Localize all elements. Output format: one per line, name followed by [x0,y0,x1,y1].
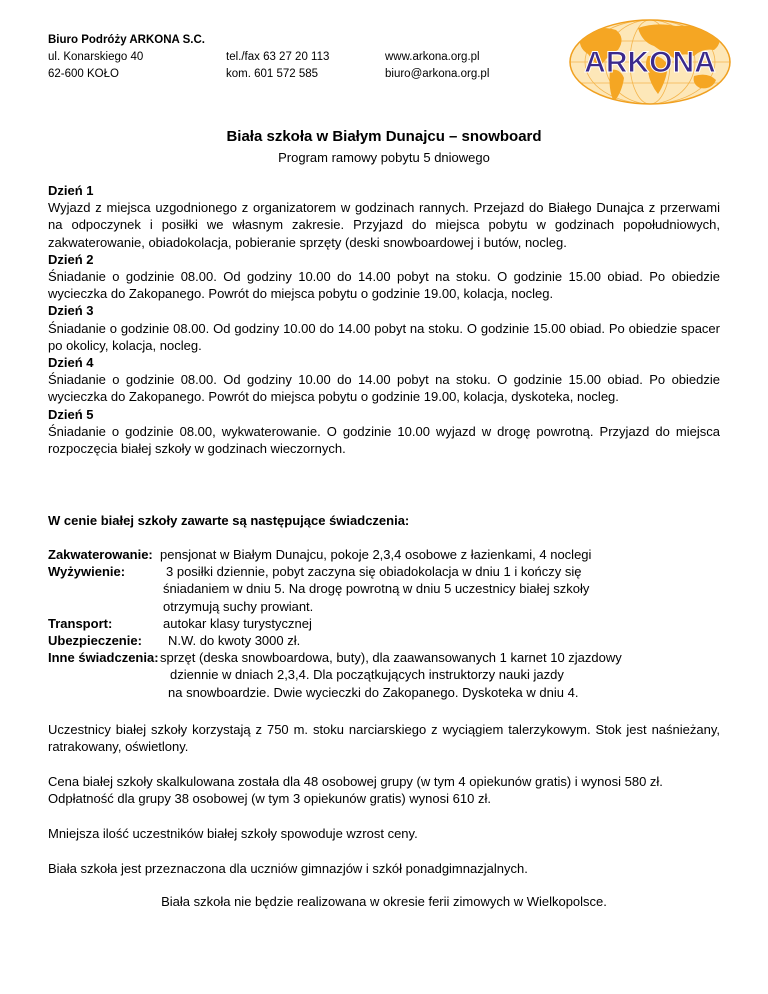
day-heading: Dzień 5 [48,406,94,422]
price-line-1: Cena białej szkoły skalkulowana została dla 48 osobowej grupy (w tym 4 opiekunów gratis) i wynosi 580 zł. [48,774,663,789]
service-value: 3 posiłki dziennie, pobyt zaczyna się obiadokolacja w dniu 1 i kończy się [166,564,582,580]
arkona-logo [566,16,734,108]
email-link[interactable]: biuro@arkona.org.pl [385,68,490,80]
services-heading: W cenie białej szkoły zawarte są następujące świadczenia: [48,513,410,528]
day-4 [48,354,720,406]
contact-block [385,49,489,83]
day-3 [48,302,720,354]
service-value-cont: otrzymują suchy prowiant. [163,598,314,614]
service-meals [48,563,720,580]
service-transport [48,615,720,632]
day-5 [48,406,720,458]
day-heading: Dzień 2 [48,251,94,267]
phone-block [226,49,329,83]
day-1 [48,182,720,251]
service-label: Ubezpieczenie: [48,633,142,649]
note-holidays: Biała szkoła nie będzie realizowana w okresie ferii zimowych w Wielkopolsce. [161,894,607,909]
service-label: Inne świadczenia: [48,650,159,666]
service-accommodation [48,546,720,563]
street: ul. Konarskiego 40 [48,51,144,63]
service-value-cont: na snowboardzie. Dwie wycieczki do Zakopanego. Dyskoteka w dniu 4. [168,684,579,700]
day-2 [48,251,720,303]
day-heading: Dzień 1 [48,183,94,198]
slope-info: Uczestnicy białej szkoły korzystają z 750 m. stoku narciarskiego z wyciągiem talerzykowym. Stok jest naśnieżany, ratrakowany, oświetlony. [48,722,720,755]
service-value: N.W. do kwoty 3000 zł. [168,633,301,649]
service-label: Zakwaterowanie: [48,547,153,562]
day-description: Śniadanie o godzinie 08.00. Od godziny 10.00 do 14.00 pobyt na stoku. O godzinie 15.00 obiad. Po obiedzie spacer po okolicy, kolacja, nocleg. [48,320,720,353]
day-heading: Dzień 4 [48,355,94,371]
price-info [48,773,720,807]
service-value-cont: dziennie w dniach 2,3,4. Dla początkujących instruktorzy nauki jazdy [170,667,564,683]
service-value: sprzęt (deska snowboardowa, buty), dla zaawansowanych 1 karnet 10 zjazdowy [160,650,622,666]
program-days [48,182,720,457]
svg-text:ARKONA: ARKONA [584,46,716,79]
city: 62-600 KOŁO [48,68,119,80]
day-description: Śniadanie o godzinie 08.00. Od godziny 10.00 do 14.00 pobyt na stoku. O godzinie 15.00 obiad. Po obiedzie wycieczka do Zakopanego. Powrót do miejsca pobytu o godzinie 19.00, kolacja, nocleg. [48,269,720,302]
service-value: autokar klasy turystycznej [163,615,312,631]
note-target-group: Biała szkoła jest przeznaczona dla uczniów gimnazjów i szkół ponadgimnazjalnych. [48,861,528,876]
day-description: Śniadanie o godzinie 08.00, wykwaterowanie. O godzinie 10.00 wyjazd w drogę powrotną. Przyjazd do miejsca rozpoczęcia białej szkoły w godzinach wieczornych. [48,423,720,457]
world-map-icon [566,16,734,108]
phone-fax: tel./fax 63 27 20 113 [226,51,330,63]
phone-mobile: kom. 601 572 585 [226,68,319,80]
page-title: Biała szkoła w Białym Dunajcu – snowboard [226,128,542,145]
day-description: Wyjazd z miejsca uzgodnionego z organizatorem w godzinach rannych. Przejazd do Białego Dunajca z przerwami na odpoczynek i posiłki we własnym zakresie. Przyjazd do miejsca pobytu w godzinach popołudniowych, zakwaterowanie, obiadokolacja, pobieranie sprzęty (deski snowboardowej i butów, nocleg. [48,200,720,250]
service-label: Wyżywienie: [48,564,126,580]
service-value-cont: śniadaniem w dniu 5. Na drogę powrotną w dniu 5 uczestnicy białej szkoły [163,581,590,597]
note-fewer-participants: Mniejsza ilość uczestników białej szkoły spowoduje wzrost ceny. [48,826,418,841]
price-line-2: Odpłatność dla grupy 38 osobowej (w tym 3 opiekunów gratis) wynosi 610 zł. [48,791,491,807]
day-heading: Dzień 3 [48,303,94,319]
services-list [48,546,720,701]
website-link[interactable]: www.arkona.org.pl [385,51,480,63]
company-name: Biuro Podróży ARKONA S.C. [48,34,205,46]
page-subtitle: Program ramowy pobytu 5 dniowego [278,150,490,165]
company-address [48,32,205,83]
service-other [48,649,720,666]
service-label: Transport: [48,615,113,631]
service-value: pensjonat w Białym Dunajcu, pokoje 2,3,4 osobowe z łazienkami, 4 noclegi [160,547,592,562]
day-description: Śniadanie o godzinie 08.00. Od godziny 10.00 do 14.00 pobyt na stoku. O godzinie 15.00 obiad. Po obiedzie wycieczka do Zakopanego. Powrót do miejsca pobytu o godzinie 19.00, kolacja, dyskoteka, nocleg. [48,372,720,405]
service-insurance [48,632,720,649]
